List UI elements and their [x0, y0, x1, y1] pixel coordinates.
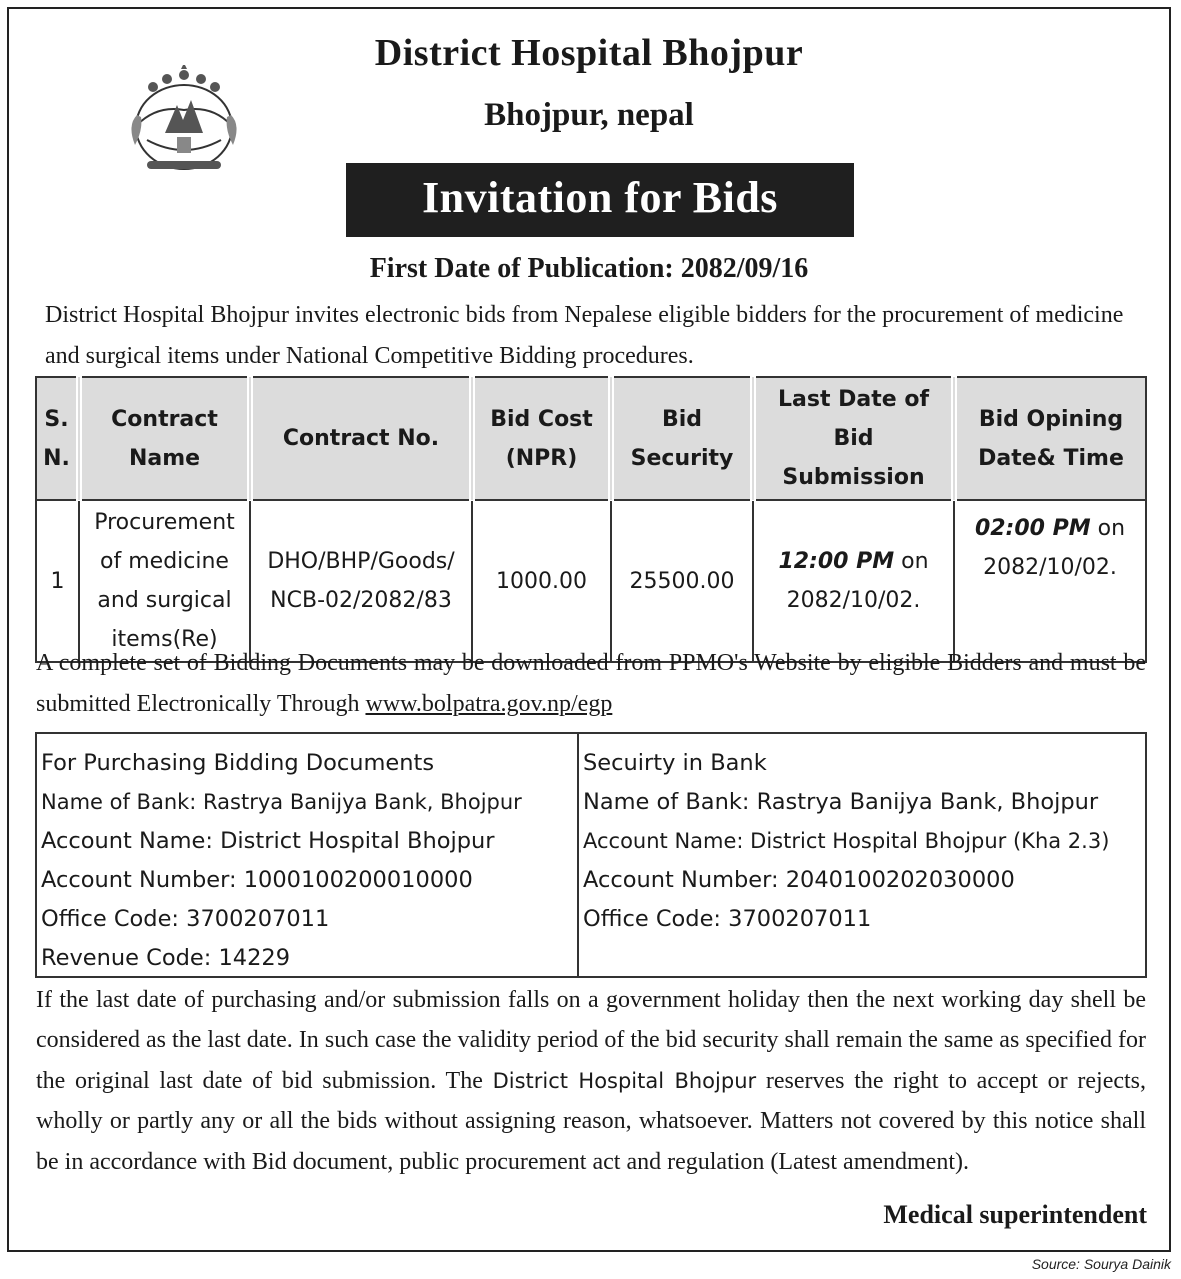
purchase-account-name: Account Name: District Hospital Bhojpur [41, 828, 495, 854]
cell-contract-name: Procurement of medicine and surgical items(Re) [79, 500, 250, 662]
signatory: Medical superintendent [883, 1200, 1147, 1229]
cell-bid-security: 25500.00 [611, 500, 753, 662]
notice-title: Invitation for Bids [346, 163, 854, 237]
security-bank-name: Name of Bank: Rastrya Banijya Bank, Bhojpur [583, 789, 1099, 815]
cell-sn: 1 [36, 500, 79, 662]
purchase-bank-info [37, 734, 579, 976]
bid-table [35, 376, 1147, 663]
col-header-bid-security: Bid Security [611, 377, 753, 500]
purchase-bank-name: Name of Bank: Rastrya Banijya Bank, Bhojpur [41, 790, 522, 814]
cell-opening-date: 02:00 PM on 2082/10/02. [954, 500, 1146, 662]
col-header-sn: S. N. [36, 377, 79, 500]
source-credit: Source: Sourya Dainik [1031, 1256, 1171, 1272]
security-account-number: Account Number: 2040100202030000 [583, 867, 1015, 893]
terms-org-name: District Hospital Bhojpur [492, 1068, 757, 1093]
purchase-heading: For Purchasing Bidding Documents [41, 750, 435, 776]
col-header-contract-name: Contract Name [79, 377, 250, 500]
bolpatra-link[interactable]: www.bolpatra.gov.np/egp [365, 691, 613, 717]
security-account-name: Account Name: District Hospital Bhojpur (Kha 2.3) [583, 829, 1110, 853]
org-name: District Hospital Bhojpur [374, 32, 804, 74]
cell-bid-cost: 1000.00 [472, 500, 611, 662]
purchase-account-number: Account Number: 1000100200010000 [41, 867, 473, 893]
publication-date: First Date of Publication: 2082/09/16 [369, 253, 809, 284]
col-header-last-date: Last Date of Bid Submission [753, 377, 954, 500]
cell-contract-no: DHO/BHP/Goods/ NCB-02/2082/83 [250, 500, 472, 662]
cell-submission-date: 12:00 PM on 2082/10/02. [753, 500, 954, 662]
table-header-row [36, 377, 1146, 500]
col-header-bid-cost: Bid Cost (NPR) [472, 377, 611, 500]
download-text: A complete set of Bidding Documents may be downloaded from PPMO's Website by eligible Bidders and must be submitted Electronically Through [36, 650, 1146, 717]
terms-paragraph: If the last date of purchasing and/or submission falls on a government holiday then the next working day shell be considered as the last date. In such case the validity period of the bid security shall remain the same as specified for the original last date of bid submission. The District Hospital Bhojpur reserves the right to accept or rejects, wholly or partly any or all the bids without assigning reason, whatsoever. Matters not covered by this notice shall be in accordance with Bid document, public procurement act and regulation (Latest amendment). [36, 987, 1147, 1175]
security-heading: Secuirty in Bank [583, 750, 767, 776]
col-header-contract-no: Contract No. [250, 377, 472, 500]
purchase-office-code: Office Code: 3700207011 [41, 906, 330, 932]
col-header-bid-opening: Bid Opining Date& Time [954, 377, 1146, 500]
table-row [36, 500, 1146, 662]
purchase-revenue-code: Revenue Code: 14229 [41, 945, 291, 971]
security-bank-info [579, 734, 1145, 976]
intro-paragraph: District Hospital Bhojpur invites electronic bids from Nepalese eligible bidders for the procurement of medicine and surgical items under National Competitive Bidding procedures. [45, 302, 1124, 369]
org-address: Bhojpur, nepal [484, 97, 694, 133]
download-paragraph [36, 643, 1146, 725]
bank-info-box [35, 732, 1147, 978]
security-office-code: Office Code: 3700207011 [583, 906, 872, 932]
